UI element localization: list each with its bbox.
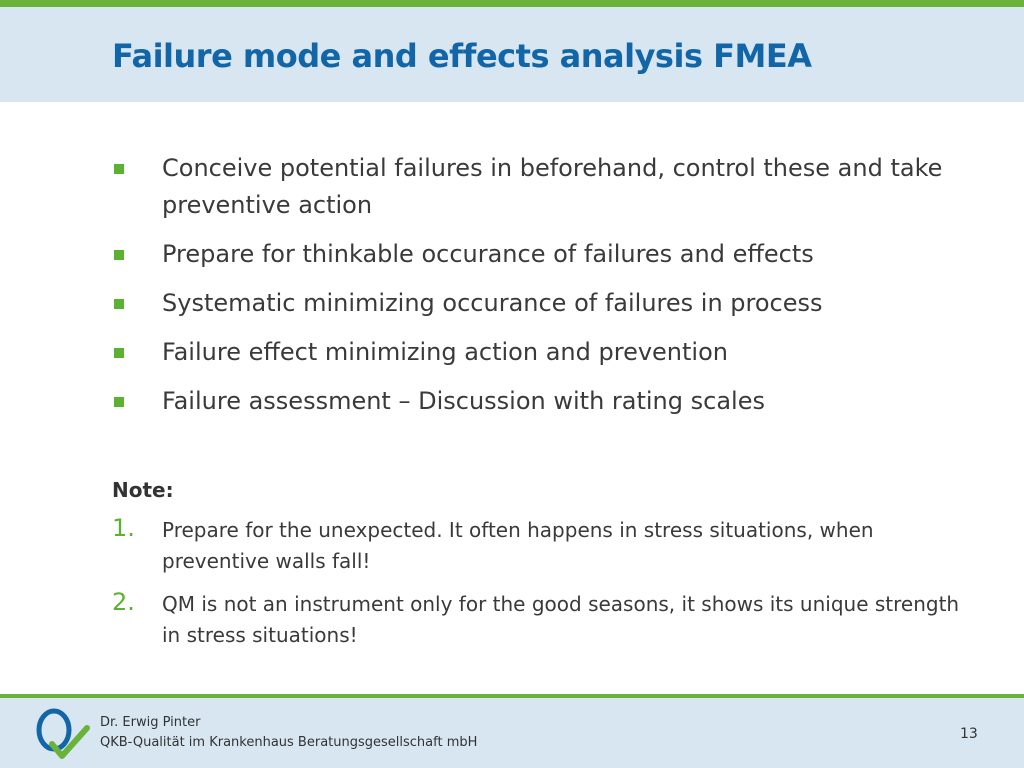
bullet-text: Prepare for thinkable occurance of failures and effects bbox=[162, 240, 814, 268]
note-number: 2. bbox=[112, 588, 135, 616]
square-bullet-icon bbox=[114, 250, 124, 260]
slide-footer bbox=[0, 698, 1024, 768]
bullet-item bbox=[112, 334, 972, 371]
square-bullet-icon bbox=[114, 348, 124, 358]
top-accent-bar bbox=[0, 0, 1024, 7]
slide-title: Failure mode and effects analysis FMEA bbox=[112, 37, 812, 75]
square-bullet-icon bbox=[114, 299, 124, 309]
note-number: 1. bbox=[112, 514, 135, 542]
square-bullet-icon bbox=[114, 164, 124, 174]
note-list bbox=[112, 515, 972, 663]
note-item bbox=[112, 589, 972, 651]
page-number: 13 bbox=[960, 726, 978, 742]
bullet-list bbox=[112, 150, 972, 432]
bullet-item bbox=[112, 285, 972, 322]
bullet-text: Failure effect minimizing action and prevention bbox=[162, 338, 728, 366]
footer-author: Dr. Erwig Pinter bbox=[100, 715, 201, 730]
bullet-text: Systematic minimizing occurance of failures in process bbox=[162, 289, 823, 317]
bullet-item bbox=[112, 150, 972, 224]
note-text: QM is not an instrument only for the good seasons, it shows its unique strength in stress situations! bbox=[162, 592, 960, 647]
footer-company: QKB-Qualität im Krankenhaus Beratungsgesellschaft mbH bbox=[100, 735, 478, 750]
bullet-item bbox=[112, 236, 972, 273]
note-item bbox=[112, 515, 972, 577]
square-bullet-icon bbox=[114, 397, 124, 407]
note-label: Note: bbox=[112, 478, 174, 502]
note-text: Prepare for the unexpected. It often happens in stress situations, when preventive walls fall! bbox=[162, 518, 874, 573]
bullet-text: Failure assessment – Discussion with rating scales bbox=[162, 387, 765, 415]
bullet-item bbox=[112, 383, 972, 420]
q-check-logo-icon bbox=[32, 706, 90, 762]
slide-header bbox=[0, 7, 1024, 102]
bullet-text: Conceive potential failures in beforehand, control these and take preventive action bbox=[162, 154, 943, 219]
